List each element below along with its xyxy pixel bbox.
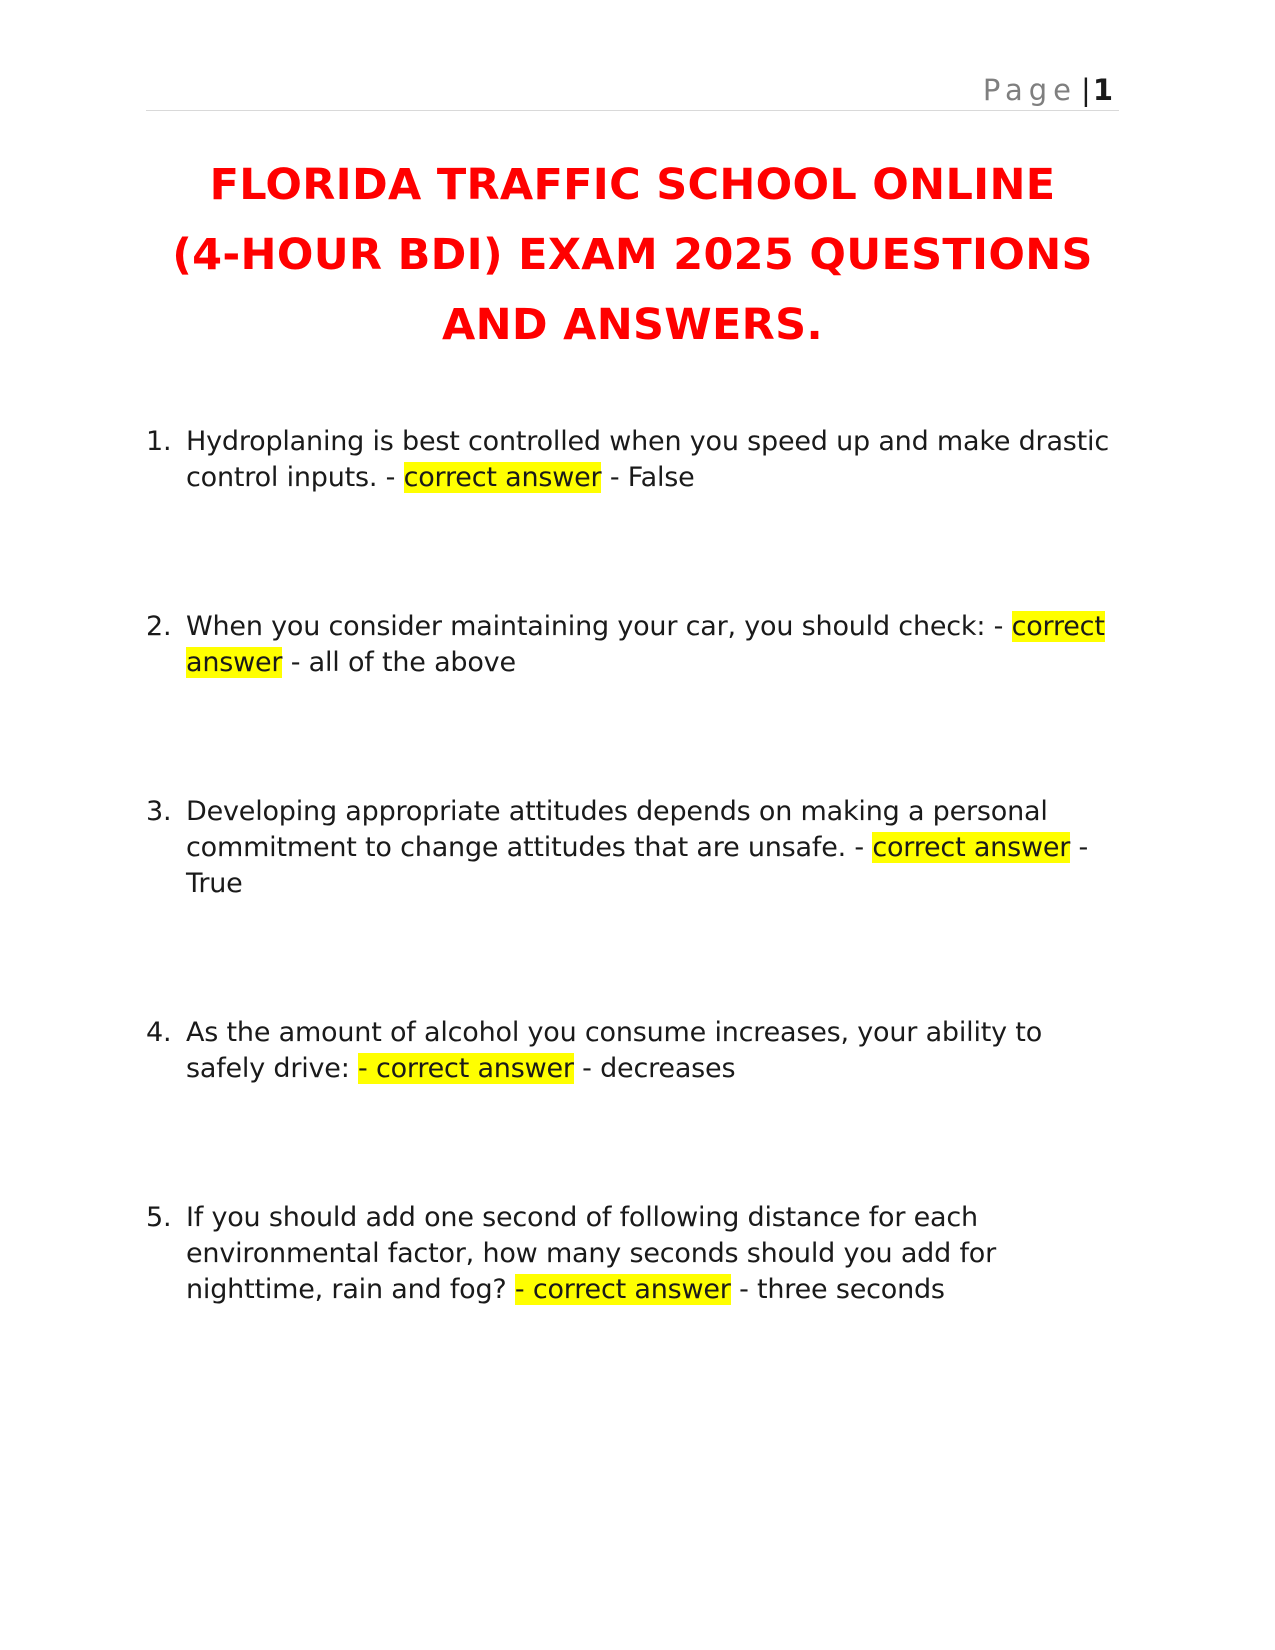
question-number: 3. [146, 796, 172, 827]
page-separator: | [1081, 73, 1091, 107]
question-item [146, 424, 1121, 496]
document-title [140, 150, 1125, 360]
title-line-2: (4-HOUR BDI) EXAM 2025 QUESTIONS [172, 230, 1093, 280]
answer-highlight: correct answer [872, 832, 1071, 863]
answer-text: - True [186, 832, 1089, 899]
question-text: Developing appropriate attitudes depends on making a personal commitment to change attitudes that are unsafe. - [186, 796, 1048, 863]
question-item [146, 1015, 1121, 1087]
question-text: Hydroplaning is best controlled when you speed up and make drastic control inputs. - [186, 426, 1109, 493]
answer-highlight: correct answer [403, 462, 602, 493]
answer-text: - decreases [573, 1053, 736, 1084]
question-number: 2. [146, 611, 172, 642]
title-line-3: AND ANSWERS. [442, 300, 823, 350]
question-item [146, 609, 1121, 681]
question-item [146, 1200, 1121, 1308]
page-label: Page [982, 73, 1078, 107]
answer-text: - all of the above [282, 647, 516, 678]
answer-text: - False [601, 462, 695, 493]
question-number: 5. [146, 1202, 172, 1233]
page-number-indicator [983, 72, 1113, 108]
question-list [146, 424, 1121, 1421]
answer-highlight: - correct answer [358, 1053, 574, 1084]
question-text: As the amount of alcohol you consume increases, your ability to safely drive: [186, 1017, 1043, 1084]
question-item [146, 794, 1121, 902]
answer-text: - three seconds [730, 1274, 945, 1305]
answer-highlight: - correct answer [514, 1274, 731, 1305]
question-number: 1. [146, 426, 172, 457]
page-header [146, 70, 1119, 111]
question-text: When you consider maintaining your car, you should check: - [186, 611, 1012, 642]
page-number: 1 [1092, 73, 1113, 107]
question-number: 4. [146, 1017, 172, 1048]
question-text: If you should add one second of following distance for each environmental factor, how many seconds should you add for nighttime, rain and fog? [186, 1202, 996, 1305]
title-line-1: FLORIDA TRAFFIC SCHOOL ONLINE [209, 160, 1056, 210]
answer-highlight: correct answer [186, 611, 1105, 678]
